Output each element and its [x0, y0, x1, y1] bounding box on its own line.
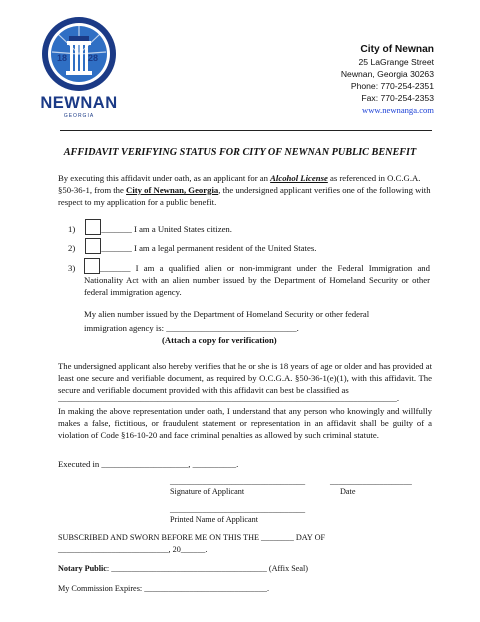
commission-expires-field[interactable]: ______________________________.	[144, 584, 270, 593]
org-street: 25 LaGrange Street	[358, 57, 434, 67]
applicant-signature-label: Signature of Applicant	[170, 487, 245, 496]
option-number: 1)	[68, 224, 76, 234]
org-website-link[interactable]: www.newnanga.com	[362, 105, 434, 115]
header-divider	[60, 130, 432, 131]
logo-wordmark: NEWNAN	[40, 94, 118, 112]
commission-expires-label: My Commission Expires:	[58, 584, 145, 593]
option-1	[68, 219, 428, 235]
option-3	[84, 258, 430, 298]
document-classification-field[interactable]: ______________________________________________________________________________.	[58, 393, 399, 403]
option-blank: _______	[101, 243, 132, 253]
org-phone: Phone: 770-254-2351	[350, 81, 434, 91]
svg-text:18: 18	[57, 53, 68, 63]
option-text: I am a legal permanent resident of the United States.	[134, 243, 317, 253]
executed-location-field[interactable]: ____________________	[101, 459, 189, 469]
logo-subtitle: GEORGIA	[63, 113, 95, 119]
city-logo	[40, 14, 118, 122]
alien-number-field[interactable]: ______________________________.	[166, 323, 299, 333]
option-3-checkbox[interactable]	[84, 258, 100, 274]
document-title: AFFIDAVIT VERIFYING STATUS FOR CITY OF NEWNAN PUBLIC BENEFIT	[63, 147, 417, 158]
executed-in-line	[58, 458, 432, 470]
option-1-checkbox[interactable]	[85, 219, 101, 235]
alien-number-line2	[84, 322, 430, 334]
penalty-paragraph: In making the above representation under oath, I understand that any person who knowingly and willfully makes a false, fictitious, or fraudulent statement or representation in an affidavit shall be guilty of a violation of Code §16-10-20 and face criminal penalties as allowed by such criminal statute.	[58, 406, 432, 440]
notary-public-label: Notary Public	[58, 564, 107, 573]
commission-expires-line	[58, 584, 438, 593]
printed-name-label: Printed Name of Applicant	[170, 515, 258, 524]
notary-public-field[interactable]: : ______________________________________	[106, 564, 267, 573]
alien-number-line1: My alien number issued by the Department of Homeland Security or other federal	[84, 309, 370, 319]
applicant-signature-field[interactable]: _________________________________	[170, 477, 306, 486]
svg-text:28: 28	[88, 53, 99, 63]
sworn-statement-line2: ___________________________, 20______.	[58, 545, 208, 554]
sworn-statement-line1: SUBSCRIBED AND SWORN BEFORE ME ON THIS THE ________ DAY OF	[58, 533, 326, 542]
affix-seal-note: (Affix Seal)	[268, 564, 309, 573]
intro-text-c: , the undersigned applicant verifies one of the following with respect to my application for a public benefit.	[58, 185, 431, 207]
intro-city: City of Newnan, Georgia	[126, 185, 219, 195]
org-name: City of Newnan	[360, 44, 434, 55]
date-label: Date	[340, 487, 356, 496]
intro-text-b: as referenced in O.C.G.A. §50-36-1, from the	[58, 173, 421, 195]
option-blank: _______	[100, 263, 131, 273]
signature-date-field[interactable]: ____________________	[330, 477, 412, 486]
license-type: Alcohol License	[270, 173, 328, 183]
option-2	[68, 238, 428, 254]
intro-text-a: By executing this affidavit under oath, as an applicant for an	[58, 173, 271, 183]
option-text: I am a qualified alien or non-immigrant under the Federal Immigration and Nationality Act with an alien number issued by the Department of Homeland Security or other federal immigration agency.	[84, 263, 430, 297]
attach-copy-note: (Attach a copy for verification)	[162, 335, 277, 345]
notary-public-line	[58, 564, 438, 573]
org-fax: Fax: 770-254-2353	[361, 93, 434, 103]
separator: ,	[188, 459, 191, 469]
executed-in-label: Executed in	[58, 459, 100, 469]
org-city: Newnan, Georgia 30263	[340, 69, 434, 79]
option-3-number: 3)	[68, 263, 76, 273]
alien-number-label: immigration agency is:	[84, 323, 165, 333]
org-address	[341, 44, 434, 116]
intro-paragraph	[58, 172, 432, 208]
option-blank: _______	[101, 224, 132, 234]
option-2-checkbox[interactable]	[85, 238, 101, 254]
executed-date-field[interactable]: __________.	[192, 459, 239, 469]
option-text: I am a United States citizen.	[134, 224, 232, 234]
option-number: 2)	[68, 243, 76, 253]
printed-name-field[interactable]: _________________________________	[170, 505, 306, 514]
age-verification-paragraph: The undersigned applicant also hereby verifies that he or she is 18 years of age or older and has provided at least one secure and verifiable document, as required by O.C.G.A. §50-36-1(e)(1), with this affidavit. The secure and verifiable document provided with this affidavit can best be classified as	[58, 361, 432, 395]
